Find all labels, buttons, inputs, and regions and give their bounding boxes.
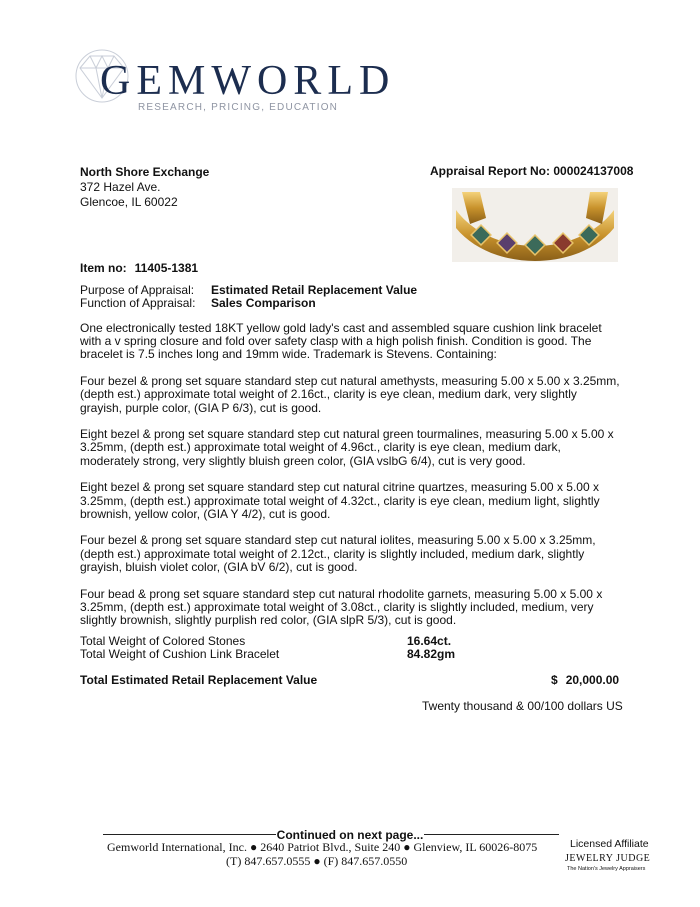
description-paragraph: One electronically tested 18KT yellow gold lady's cast and assembled square cushion link bracelet with a v spring closure and fold over safety clasp with a high polish finish. Condition is good. The bracelet is 7.5 inches long and 19mm wide. Trademark is Stevens. Containing:	[80, 321, 602, 362]
stone-paragraph-iolite: Four bezel & prong set square standard step cut natural iolites, measuring 5.00 x 5.00 x 3.25mm, (depth est.) approximate total weight of 2.12ct., clarity is slightly included, medium dark, slightly grayish, bluish violet color, (GIA bV 6/2), cut is good.	[80, 533, 596, 574]
affiliate-label: Licensed Affiliate	[570, 838, 649, 850]
footer-phone: (T) 847.657.0555 ● (F) 847.657.0550	[226, 854, 408, 868]
bracelet-weight-value: 84.82gm	[407, 647, 456, 661]
report-label: Appraisal Report No:	[430, 164, 551, 178]
stone-paragraph-amethyst: Four bezel & prong set square standard step cut natural amethysts, measuring 5.00 x 5.00 x 3.25mm, (depth est.) approximate total weight of 2.16ct., clarity is eye clean, medium dark, very slightly grayish, purple color, (GIA P 6/3), cut is good.	[80, 374, 620, 415]
footer-address: Gemworld International, Inc. ● 2640 Patriot Blvd., Suite 240 ● Glenview, IL 60026-8075	[107, 840, 538, 854]
grand-total-label: Total Estimated Retail Replacement Value	[80, 673, 318, 687]
gemworld-logo	[66, 40, 396, 120]
logo-tagline: RESEARCH, PRICING, EDUCATION	[138, 102, 339, 113]
bracelet-weight-label: Total Weight of Cushion Link Bracelet	[80, 647, 280, 661]
client-name: North Shore Exchange	[80, 165, 210, 179]
amount-value: 20,000.00	[565, 673, 620, 687]
stones-weight-value: 16.64ct.	[407, 634, 452, 648]
purpose-value: Estimated Retail Replacement Value	[211, 283, 418, 297]
jewelry-judge-logo: JEWELRY JUDGE	[565, 853, 651, 864]
amount-in-words: Twenty thousand & 00/100 dollars US	[422, 699, 623, 713]
continued-text: Continued on next page...	[276, 828, 424, 842]
stones-weight-label: Total Weight of Colored Stones	[80, 634, 246, 648]
stone-paragraph-citrine: Eight bezel & prong set square standard step cut natural citrine quartzes, measuring 5.00 x 5.00 x 3.25mm, (depth est.) approximate total weight of 4.32ct., clarity is eye clean, medium light, slightly brownish, yellow color, (GIA Y 4/2), cut is good.	[80, 480, 600, 521]
currency-symbol: $	[551, 673, 558, 687]
stone-paragraph-tourmaline: Eight bezel & prong set square standard step cut natural green tourmalines, measuring 5.00 x 5.00 x 3.25mm, (depth est.) approximate total weight of 4.96ct., clarity is eye clean, medium dark, moderately strong, very slightly bluish green color, (GIA vslbG 6/4), cut is very good.	[80, 427, 614, 468]
report-number	[430, 164, 633, 178]
logo-wordmark: GEMWORLD	[100, 58, 396, 104]
bracelet-photo	[452, 188, 618, 262]
function-value: Sales Comparison	[211, 296, 316, 310]
grand-total-amount	[551, 673, 619, 687]
client-address	[80, 165, 209, 210]
item-value: 11405-1381	[134, 261, 199, 275]
stone-paragraph-garnet: Four bead & prong set square standard step cut natural rhodolite garnets, measuring 5.00 x 5.00 x 3.25mm, (depth est.) approximate total weight of 3.08ct., clarity is slightly included, medium, very slightly brownish, slightly purplish red color, (GIA slpR 5/3), cut is good.	[80, 586, 603, 627]
purpose-label: Purpose of Appraisal:	[80, 283, 195, 297]
function-label: Function of Appraisal:	[80, 296, 196, 310]
affiliate-tagline: The Nation's Jewelry Appraisers	[567, 866, 646, 872]
client-city: Glencoe, IL 60022	[80, 195, 178, 209]
item-label: Item no:	[80, 261, 127, 275]
report-value: 000024137008	[553, 164, 634, 178]
appraisal-purpose-block	[80, 284, 417, 310]
weight-totals	[80, 635, 455, 661]
client-street: 372 Hazel Ave.	[80, 180, 161, 194]
grand-total	[80, 673, 620, 687]
item-number	[80, 261, 198, 275]
item-description	[80, 322, 620, 641]
